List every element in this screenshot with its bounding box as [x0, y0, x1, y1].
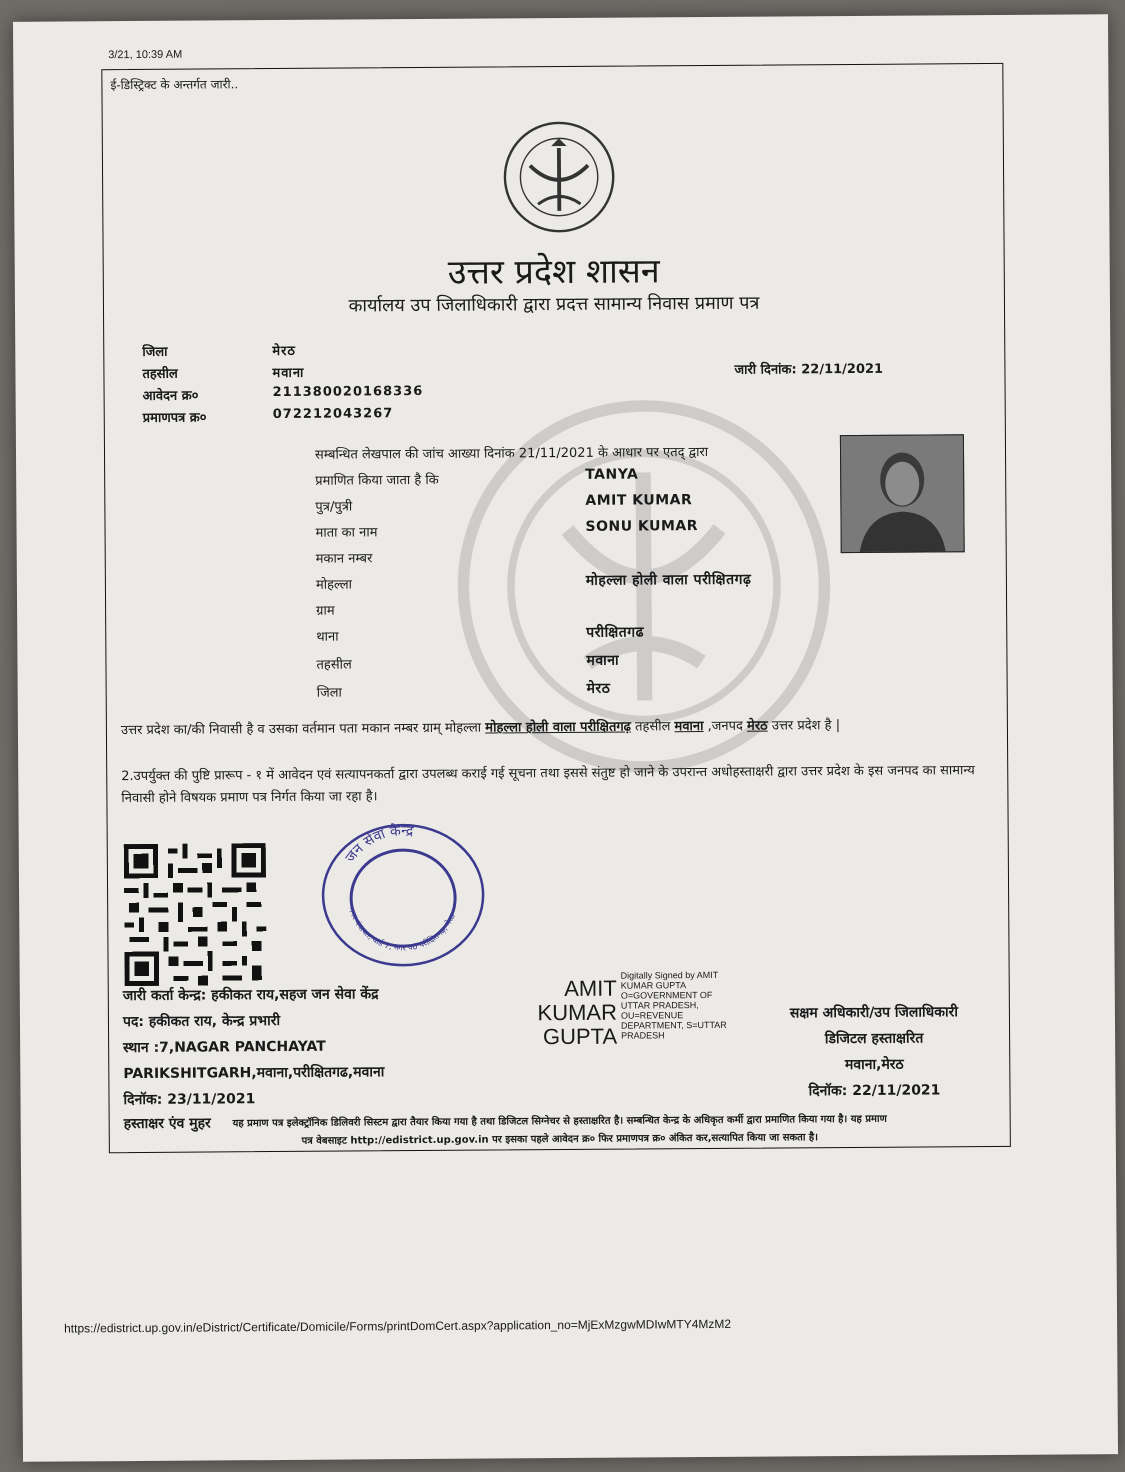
meta-value-application-no: 211380020168336: [272, 383, 424, 401]
dsig-detail-line: UTTAR PRADESH,: [620, 1000, 699, 1011]
para1-tehsil: मवाना: [674, 719, 704, 735]
dsig-detail-line: DEPARTMENT, S=UTTAR: [620, 1019, 727, 1031]
field-value-name: TANYA: [585, 466, 639, 483]
field-label-police-station: थाना: [316, 629, 339, 645]
meta-label-certificate-no: प्रमाणपत्र क्र०: [142, 410, 207, 426]
digital-signature-name: [527, 977, 618, 1050]
digital-signature-details: [621, 970, 727, 1041]
issuer-place-line1: स्थान :7,NAGAR PANCHAYAT: [123, 1038, 326, 1057]
meta-value-tehsil: मवाना: [272, 365, 305, 382]
field-label-tehsil: तहसील: [316, 657, 352, 673]
officer-place: मवाना,मेरठ: [844, 1056, 904, 1074]
issuer-post: पद: हकीकत राय, केन्द्र प्रभारी: [122, 1012, 281, 1031]
issuer-date: दिनॉक: 23/11/2021: [123, 1091, 256, 1109]
field-value-district: मेरठ: [586, 680, 611, 697]
issuer-sign-label: हस्ताक्षर एंव मुहर: [123, 1115, 211, 1133]
certificate-title: कार्यालय उप जिलाधिकारी द्वारा प्रदत्त सामान्य निवास प्रमाण पत्र: [348, 292, 760, 317]
field-label-child-of: पुत्र/पुत्री: [315, 499, 353, 515]
meta-label-application-no: आवेदन क्र०: [142, 388, 199, 404]
para1-text-d: उत्तर प्रदेश है |: [767, 718, 841, 734]
up-state-emblem: [501, 119, 618, 236]
applicant-photo: [840, 434, 965, 553]
dsig-detail-line: KUMAR GUPTA: [620, 980, 687, 991]
dsig-name-line: AMIT: [564, 975, 617, 1002]
field-label-mother: माता का नाम: [315, 525, 378, 541]
certificate-frame: [101, 63, 1011, 1153]
issuing-centre: जारी कर्ता केन्द्र: हकीकत राय,सहज जन सेवा केंद्र: [122, 986, 379, 1005]
government-title: उत्तर प्रदेश शासन: [447, 251, 660, 293]
meta-value-certificate-no: 072212043267: [272, 406, 394, 423]
para1-district: मेरठ: [746, 718, 768, 734]
dsig-name-line: GUPTA: [542, 1023, 618, 1050]
print-url: https://edistrict.up.gov.in/eDistrict/Certificate/Domicile/Forms/printDomCert.aspx?application_no=MjExMzgwMDIwMTY4MzM2: [64, 1316, 732, 1336]
officer-date: दिनॉक: 22/11/2021: [808, 1082, 941, 1100]
para1-mohalla: मोहल्ला होली वाला परीक्षितगढ़: [485, 719, 632, 736]
footnote-line: यह प्रमाण पत्र इलेक्ट्रॉनिक डिलिवरी सिस्टम द्वारा तैयार किया गया है तथा डिजिटल सिग्नेचर से हस्ताक्षरित है। सम्बन्धित केन्द्र के अधिकृत कर्मी द्वारा प्रमाणित किया गया है। यह प्रमाण: [232, 1113, 887, 1130]
dsig-name-line: KUMAR: [537, 999, 618, 1026]
footnote-line: पत्र वेबसाइट http://edistrict.up.gov.in पर इसका पहले आवेदन क्र० फिर प्रमाणपत्र क्र० अंकित कर,सत्यापित किया जा सकता है।: [301, 1132, 819, 1147]
issuer-place-line2: PARIKSHITGARH,मवाना,परीक्षितगढ,मवाना: [123, 1064, 385, 1083]
residence-paragraph: [121, 714, 993, 742]
seal-ring-text: नगर पंचायत, वार्ड 7, नगर प0 परीक्षितगढ़, मेरठ: [346, 906, 458, 953]
dsig-detail-line: OU=REVENUE: [620, 1010, 684, 1021]
field-label-mohalla: मोहल्ला: [315, 577, 353, 593]
seal-top-text: जन सेवा केन्द्र: [342, 823, 415, 866]
para1-text-b: तहसील: [630, 719, 675, 735]
certificate-page: [13, 14, 1118, 1462]
issue-date: जारी दिनांक: 22/11/2021: [734, 361, 884, 378]
para1-text-c: ,जनपद: [703, 718, 748, 735]
field-value-police-station: परीक्षितगढ: [586, 624, 645, 641]
print-timestamp: 3/21, 10:39 AM: [108, 48, 183, 62]
field-value-tehsil: मवाना: [586, 652, 620, 669]
field-label-village: ग्राम: [316, 603, 335, 619]
field-value-mohalla: मोहल्ला होली वाला परीक्षितगढ़: [585, 571, 752, 589]
meta-label-district: जिला: [142, 344, 168, 360]
field-value-mother: SONU KUMAR: [585, 518, 699, 535]
intro-line: सम्बन्धित लेखपाल की जांच आख्या दिनांक 21/11/2021 के आधार पर एतद् द्वारा: [314, 444, 709, 463]
field-value-father: AMIT KUMAR: [585, 492, 693, 509]
edistrict-note: ई-डिस्ट्रिक्ट के अन्तर्गत जारी..: [110, 77, 239, 93]
field-label-house-no: मकान नम्बर: [315, 551, 373, 567]
para1-text-a: उत्तर प्रदेश का/की निवासी है व उसका वर्तमान पता मकान नम्बर ग्राम् मोहल्ला: [120, 720, 486, 739]
confirmation-paragraph: 2.उपर्युक्त की पुष्टि प्रारूप - १ में आवेदन एवं सत्यापनकर्ता द्वारा उपलब्ध कराई गई सूचना तथा इससे संतुष्ट हो जाने के उपरान्त अधोहस्ताक्षरी द्वारा उत्तर प्रदेश के इस जनपद का सामान्य निवासी होने विषयक प्रमाण पत्र निर्गत किया जा रहा है।: [121, 763, 975, 807]
meta-label-tehsil: तहसील: [142, 366, 178, 382]
dsig-detail-line: PRADESH: [621, 1030, 665, 1041]
jan-seva-kendra-seal: [318, 820, 489, 971]
field-label-district: जिला: [316, 685, 342, 701]
footnote: [110, 1110, 1010, 1152]
meta-value-district: मेरठ: [272, 343, 297, 360]
qr-code: [124, 843, 267, 986]
field-label-certify: प्रमाणित किया जाता है कि: [315, 472, 439, 489]
officer-digital-signed: डिजिटल हस्ताक्षरित: [824, 1030, 924, 1048]
officer-title: सक्षम अधिकारी/उप जिलाधिकारी: [789, 1004, 959, 1022]
dsig-detail-line: Digitally Signed by AMIT: [620, 969, 719, 981]
dsig-detail-line: O=GOVERNMENT OF: [620, 989, 713, 1001]
